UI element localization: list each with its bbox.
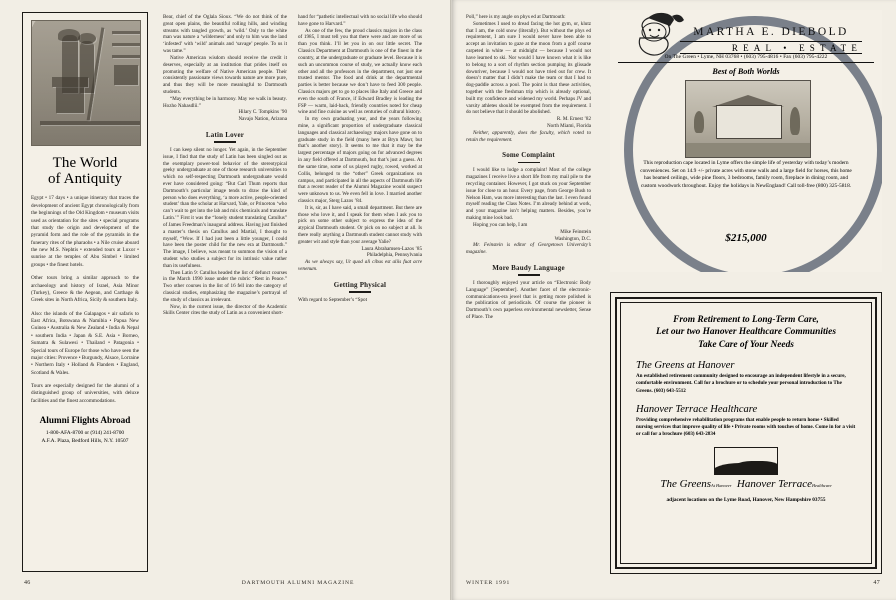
ad-content xyxy=(624,306,868,560)
letter-signature-place: Navajo Nation, Arizona xyxy=(238,116,287,123)
healthcare-logo xyxy=(636,447,856,493)
property-description: This reproduction cape located in Lyme offers the simple life of yesterday with today’s modern conveniences. Set on 14.9 +/- private acres with stone walls and a large field for horses, this home has beamed ceilings, wide pine floors, 3 bedrooms, family room, fireplace in dining room, and custom woodwork throughout. Enjoy the holidays in NewEngland! Call toll-free (800) 325-5818. xyxy=(640,160,852,190)
running-head-right: WINTER 1991 xyxy=(466,580,511,586)
hills-logo-mark-icon xyxy=(714,447,778,475)
letters-column-3 xyxy=(466,14,591,321)
ad-hanover-healthcare[interactable] xyxy=(610,292,882,574)
paragraph: hand for “pathetic intellectual with no social life who should have gone to Harvard.” xyxy=(298,14,422,27)
brand-name: MARTHA E. DIEBOLD xyxy=(693,26,849,38)
paragraph: I would like to lodge a complaint! Most of the college magazines I receive live a short life from my mail pile to the recycling container. However, I got stuck on your September issue for close to an hour. Every page, from George Bush to Nelson Ham, was more interesting than the last. I even found myself reading the Class Notes. I’m already behind at work, and your magazine isn’t helping matters. Besides, you’re making mine look bad. xyxy=(466,167,591,222)
ad-paragraph: Other tours bring a similar approach to the archaeology and history of Israel, Asia Minor (Turkey), Greece & the Aegean, and Carthage & Greek sites in North Africa, Sicily & southern Italy. xyxy=(31,275,139,304)
logo-names xyxy=(636,478,856,490)
ad-title xyxy=(31,155,139,187)
advertiser-phone: 1-800-AFA-8700 or (914) 241-8700 xyxy=(45,430,125,437)
property-photo xyxy=(685,80,811,158)
paragraph: In my own graduating year, and the years following mine, a significant proportion of undergraduate classical languages and classical archaeology majors have gone on to graduate study in the field (many here at Bryn Mawr, but that’s another story). It seems to me that it may be the largest percentage of majors going on for advanced degrees in any field offered at Dartmouth, but that’s just a guess. At the same time, some of us played rugby, rowed, worked at Collis, belonged to the “other” Greek organizations on campus, and participated in all the aspects of Dartmouth life that a recent reader of the Alumni Magazine would suspect were unknown to us. We even fell in love. I married another classics major, Sterg Lazos ’84. xyxy=(298,116,422,204)
ground-shape xyxy=(686,143,810,157)
paragraph: Now, in the current issue, the director of the Academic Skills Center cites the study of Latin as a convenient short- xyxy=(163,303,287,317)
letters-column-1 xyxy=(163,14,287,317)
letter-signature-place: Philadelphia, Pennsylvania xyxy=(366,252,422,259)
editor-note: Mr. Feinstein is editor of Georgetown University’s magazine. xyxy=(466,242,591,256)
paragraph: “May everything be in harmony. May we walk in beauty. Hozho Nahasdlii.” xyxy=(163,95,287,109)
page-number-right: 47 xyxy=(873,580,880,586)
ad-martha-diebold-real-estate[interactable] xyxy=(610,10,882,272)
contact-line: On The Green • Lyme, NH 03768 • (603) 795-4816 • Fax (603) 795-4222 xyxy=(618,54,874,63)
ad-title-line1: The World xyxy=(52,155,118,171)
advertiser-address: A.F.A. Plaza, Bedford Hills, N.Y. 10507 xyxy=(41,438,129,445)
community-name-greens: The Greens at Hanover xyxy=(636,360,735,372)
letter-heading: More Baudy Language xyxy=(492,263,565,272)
ad-headline xyxy=(636,314,856,351)
letter-signature-name: R. M. Ernest ’82 xyxy=(556,116,591,123)
headline-line-1: From Retirement to Long-Term Care, xyxy=(673,315,819,325)
ad-brand-header xyxy=(610,26,882,56)
house-shape xyxy=(716,105,782,139)
heading-rule xyxy=(518,162,540,164)
ad-world-of-antiquity[interactable] xyxy=(22,12,148,572)
ad-footer-address: adjacent locations on the Lyme Road, Hanover, New Hampshire 03755 xyxy=(666,496,826,503)
community-description-greens: An established retirement community designed to encourage an independent lifestyle in a secure, comfortable environment. Call for a brochure or to schedule your personal introduction to The Greens. (603) 643-5512 xyxy=(636,373,846,394)
logo-name-greens: The Greens xyxy=(660,477,712,490)
community-description-terrace: Providing comprehensive rehabilitation programs that enable people to return home • Skilled nursing services that improve quality of life • Private rooms with touches of home. Come in for a visit or call for a brochure (603) 643-2834 xyxy=(636,416,856,438)
ad-paragraph: Egypt • 17 days • a unique itinerary that traces the development of ancient Egypt chronologically from the beginnings of the Old Kingdom • museum visits used as orientation for the sites • special programs that study the origin and development of the pyramid form and the role of the pyramids in the funerary rites of the pharaohs • a Nile cruise aboard the new M.S. Nephtis • extended tours at Luxor • sunrise at the temples of Abu Simbel • limited groups • the finest hotels. xyxy=(31,195,139,268)
paragraph: With regard to September’s “Spot xyxy=(298,296,368,303)
tree-shape xyxy=(790,107,800,135)
paragraph: Native American wisdom should receive the credit it deserves, especially at an institution that prides itself on promoting the welfare of Native American people. Their consistently passionate views towards nature are more pure, and thus they will be more meaningful to Dartmouth students. xyxy=(163,54,287,95)
letters-column-2 xyxy=(298,14,422,304)
headline-line-3: Take Care of Your Needs xyxy=(698,339,794,350)
brand-subtitle: REAL • ESTATE xyxy=(680,41,862,54)
letter-heading: Some Complaint xyxy=(502,151,555,160)
ad-paragraph: Tours are especially designed for the alumni of a distinguished group of universities, with deluxe facilities and the finest accommodations. xyxy=(31,383,139,404)
property-price: $215,000 xyxy=(725,232,767,244)
ad-title-line2: of Antiquity xyxy=(47,171,123,188)
ad-paragraph: Also: the islands of the Galapagos • air safaris to East Africa, Botswana & Namibia • Papua New Guinea • Australia & New Zealand • India & Nepal • southern India • Japan & S.E. Asia • Borneo, Sumatra & Sulawesi • Thailand • Patagonia • Special tours of Europe for those who have seen the major cities: Provence • Burgundy, Alsace, Lorraine • Northern Italy • Holland & Flanders • England, Scotland & Wales. xyxy=(31,310,139,376)
paragraph: I can keep silent no longer. Yet again, in the September issue, I find that the study of Latin has been singled out as the exemplary power-tool behavior of the stereotypical geeky undergraduate at one of those research universities to which no self-respecting Dartmouth undergraduate would ever have considered going: “But Carl Thum reports that Dartmouth’s particular image tends to draw the kind of person who does everything, ‘a more active, people-oriented student’ than the scholar at Harvard, Yale, or Princeton ‘who can’t wait to get into the lab and mix chemicals and translate Latin.’” First it was the “lonely student translating Catullus” of James Freedman’s inaugural address. Having just finished a master’s thesis on Catullus and Martial, I thought to myself, “Wow. If I had just been a little younger, I could have been the poster child for the new era at Dartmouth.” The image, I believe, was meant to summon the vision of a student who studies a subject for its intrinsic value rather than its usefulness. xyxy=(163,146,287,269)
heading-rule xyxy=(518,274,540,276)
editor-note: Neither, apparently, does the faculty, which voted to retain the requirement. xyxy=(466,129,591,143)
editor-note: As we always say, Ut quod ali cibus est aliis fuat acre venenum. xyxy=(298,259,422,273)
letter-heading: Latin Lover xyxy=(205,131,245,139)
tree-shape xyxy=(694,111,704,133)
logo-sub-greens: At Hanover xyxy=(711,482,732,488)
advertiser-name: Alumni Flights Abroad xyxy=(39,415,131,426)
paragraph: I thoroughly enjoyed your article on “Electronic Body Language” [September]. Another facet of the electronic-communications-era jewel that is getting more polished is the publication of periodicals. Of course the pioneer is Dartmouth’s own paperless environmental newsletter, Sense of Place. The xyxy=(466,279,591,320)
paragraph: As one of the few, the proud classics majors in the class of 1985, I must tell you that there were and are more of us than you think. I’ll let you in on our little secret. The Classics Department at Dartmouth is one of the finest in the country, at the undergraduate or graduate level. Because it is such an uncommon course of study, we actually know each other and all the professors in the department, not just one trusted mentor. The food and drink at the departmental parties is better because we don’t have to feed 300 people. Classics majors get to go to places like Italy and Greece and even the south of France, if Edward Bradley is leading the FSP — warm, laid-back, friendly countries noted for cheap wine and fine cuisine as well as centuries of cultural history. xyxy=(298,27,422,116)
letter-signature-name: Laura Abrahamsen-Lazos ’85 xyxy=(361,245,422,252)
community-name-terrace: Hanover Terrace Healthcare xyxy=(636,403,758,415)
paragraph: Bear, chief of the Oglala Sioux. “We do not think of the great open plains, the beautiful rolling hills, and winding streams with tangled growth, as ‘wild.’ Only to the white man was nature a ‘wilderness’ and only to him was the land ‘infested’ with ‘wild’ animals and ‘savage’ people. To us it was tame.” xyxy=(163,14,287,55)
logo-sub-terrace: Healthcare xyxy=(811,482,832,488)
letter-heading: Getting Physical xyxy=(333,280,387,289)
paragraph: Sometimes I used to dread facing the hot gym, or, klutz that I am, the cold snow (literally). But without the phys ed requirement, I am sure I would never have been able to accept an invitation to gaze at the moon from a golf course carpeted in white — at midnight — because I would not have learned to ski. Nor would I have known what it is like to belong to a sort of rhythm section pumping its glissade downriver, because I would not have tried out for crew. It doesn’t matter that I didn’t make the team or that I had to dog-paddle across a pool. The point is that these activities, together with the freshman trip which is already optional, built my confidence and widened my world. Perhaps JV and varsity athletes should be exempted from the requirement. I do not believe that it should be abolished. xyxy=(466,20,591,116)
egyptian-relief-image xyxy=(31,20,141,146)
letter-signature-name: Mike Feinstein xyxy=(560,228,591,235)
paragraph: Hoping you can help, I am xyxy=(473,221,528,228)
headline-line-2: Let our two Hanover Healthcare Communities xyxy=(656,327,836,338)
paragraph: Poll,” here is my angle on phys ed at Dartmouth: xyxy=(466,14,566,20)
heading-rule xyxy=(214,141,236,143)
paragraph: Then Latin 9: Catullus headed the list of defunct courses in the March 1990 issue under the rubric “Rest in Peace.” Two other courses in the list of 16 fell into the category of classical studies, emphasizing the magazine’s portrayal of the study of classics as irrelevant. xyxy=(163,269,287,303)
heading-rule xyxy=(349,291,371,293)
advertiser-contact[interactable] xyxy=(31,429,139,445)
letter-signature-name: Hilary C. Tompkins ’90 xyxy=(238,109,287,116)
page-number-left: 46 xyxy=(24,580,31,586)
running-head-left: DARTMOUTH ALUMNI MAGAZINE xyxy=(241,580,355,586)
logo-name-terrace: Hanover Terrace xyxy=(736,477,812,490)
ad-body xyxy=(31,195,139,405)
paragraph: It is, sir, as I have said, a small department. But there are those who love it, and I speak for them when I ask you to pick on some other subject to express the idea of the atypical Dartmouth student. Or pick on no subject at all. Is there really anything a Dartmouth student cannot study with greater wit and style than your average Yalie? xyxy=(298,204,422,245)
letter-signature-place: Washington, D.C. xyxy=(554,235,591,242)
letter-signature-place: North Miami, Florida xyxy=(546,123,591,129)
ad-tagline: Best of Both Worlds xyxy=(712,67,780,76)
